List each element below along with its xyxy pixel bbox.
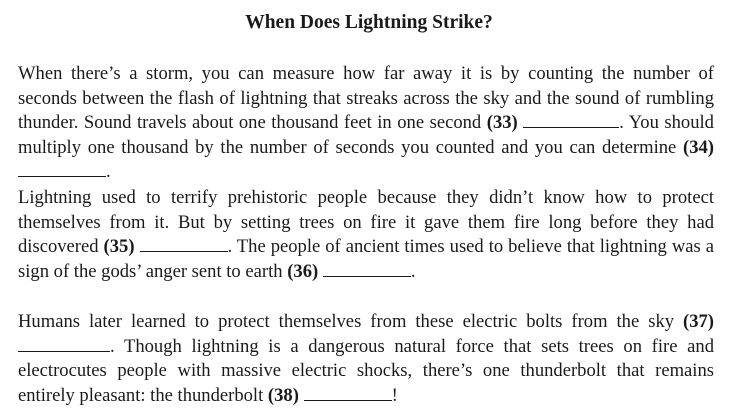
paragraph-3-text-2: . Though lightning is a dangerous natural force that sets trees on fire and electrocutes people with massive electric shocks, there’s one thunderbolt that remains entirely pleasant: the thunderbolt (18, 335, 714, 406)
paragraph-3 (18, 310, 714, 408)
paragraph-3-text-1: Humans later learned to protect themselves from these electric bolts from the sky (18, 311, 684, 332)
paragraph-2-text-1: Lightning used to terrify prehistoric people because they didn’t know how to protect themselves from it. But by setting trees on fire it gave them fire long before they had discovered (18, 187, 714, 257)
paragraph-1-text-1: When there’s a storm, you can measure how far away it is by counting the number of seconds between the flash of lightning that streaks across the sky and the sound of rumbling thunder. Sound travels about one thousand feet in one second (18, 63, 714, 133)
paragraph-2-text-2: . The people of ancient times used to believe that lightning was a sign of the gods’ anger sent to earth (18, 236, 714, 282)
paragraph-1 (18, 62, 714, 185)
question-number-35: (35) (103, 236, 135, 257)
question-number-37: (37) (683, 311, 714, 332)
question-number-36: (36) (287, 260, 319, 282)
question-number-33: (33) (486, 112, 518, 133)
answer-blank-37[interactable] (18, 336, 110, 352)
question-number-34: (34) (683, 136, 714, 158)
paragraph-1-text-3: . (106, 161, 111, 182)
paragraph-1-text-2: . You should multiply one thousand by the number of seconds you counted and you can determine (18, 112, 714, 158)
answer-blank-34[interactable] (18, 161, 106, 177)
question-number-38: (38) (267, 384, 299, 406)
document-title: When Does Lightning Strike? (245, 12, 493, 33)
paragraph-3-text-3: ! (391, 384, 398, 406)
paragraph-2-text-3: . (410, 260, 416, 282)
answer-blank-35[interactable] (140, 236, 228, 252)
answer-blank-36[interactable] (323, 261, 411, 277)
answer-blank-33[interactable] (523, 112, 619, 128)
paragraph-2 (18, 186, 714, 284)
answer-blank-38[interactable] (304, 385, 392, 401)
